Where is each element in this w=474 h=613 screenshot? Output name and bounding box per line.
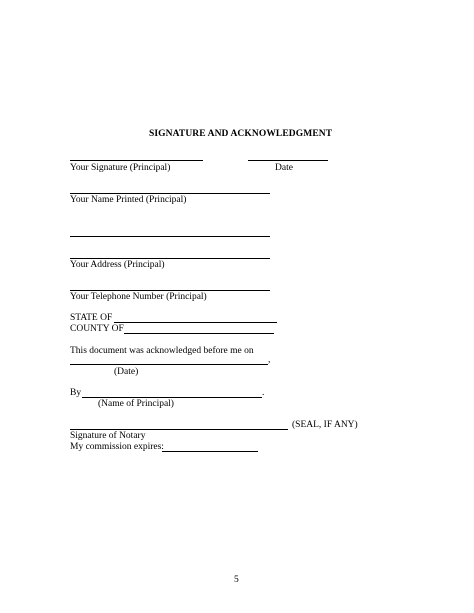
seal-label: (SEAL, IF ANY) — [292, 420, 358, 430]
commission-label: My commission expires: — [70, 442, 164, 452]
acknowledged-comma: , — [268, 355, 271, 365]
by-period: . — [262, 388, 265, 398]
name-label: Your Name Printed (Principal) — [70, 195, 187, 205]
by-line — [82, 397, 262, 398]
address-label: Your Address (Principal) — [70, 260, 165, 270]
acknowledged-text: This document was acknowledged before me on — [70, 346, 254, 356]
commission-line — [162, 451, 258, 452]
page-number: 5 — [234, 575, 239, 585]
date-line — [248, 160, 328, 161]
county-label: COUNTY OF — [70, 324, 124, 334]
address-line-1 — [70, 236, 270, 237]
document-heading: SIGNATURE AND ACKNOWLEDGMENT — [149, 129, 333, 139]
date-label: Date — [275, 163, 293, 173]
state-label: STATE OF — [70, 313, 113, 323]
signature-label: Your Signature (Principal) — [70, 163, 171, 173]
state-line — [114, 322, 277, 323]
phone-line — [70, 290, 270, 291]
date-caption: (Date) — [114, 367, 139, 377]
by-label: By — [70, 388, 82, 398]
phone-label: Your Telephone Number (Principal) — [70, 292, 207, 302]
address-line-2 — [70, 258, 270, 259]
acknowledged-date-line — [70, 364, 268, 365]
principal-caption: (Name of Principal) — [98, 399, 174, 409]
county-line — [124, 333, 274, 334]
signature-line — [70, 160, 203, 161]
notary-signature-label: Signature of Notary — [70, 431, 146, 441]
notary-signature-line — [70, 429, 288, 430]
name-line — [70, 193, 270, 194]
